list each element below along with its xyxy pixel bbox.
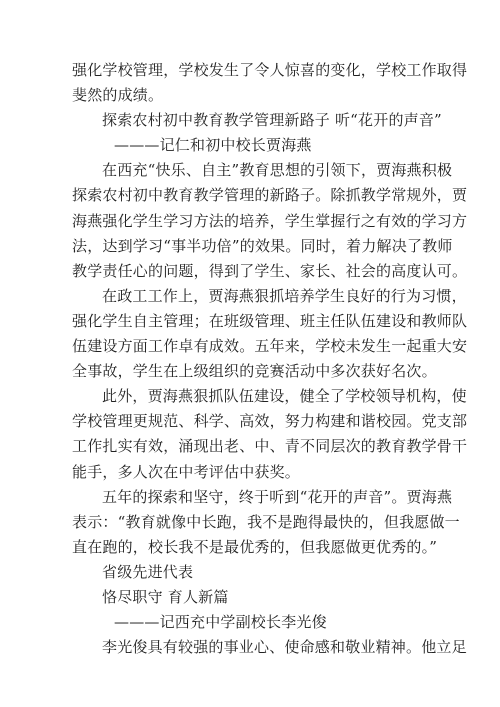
text-line: ———记西充中学副校长李光俊 xyxy=(114,613,327,632)
text-line: 能手，多人次在中考评估中获奖。 xyxy=(72,462,301,481)
text-line: 工作扎实有效，涌现出老、中、青不同层次的教育教学骨干 xyxy=(72,437,468,456)
text-line: 在西充“快乐、自主”教育思想的引领下，贾海燕积极 xyxy=(102,161,453,180)
text-line: 海燕强化学生学习方法的培养，学生掌握行之有效的学习方 xyxy=(72,211,468,230)
text-line: 表示：“教育就像中长跑，我不是跑得最快的，但我愿做一 xyxy=(72,512,460,531)
text-line: 伍建设方面工作卓有成效。五年来，学校未发生一起重大安 xyxy=(72,337,468,356)
text-line: 此外，贾海燕狠抓队伍建设，健全了学校领导机构，使 xyxy=(102,387,467,406)
text-line: 探索农村初中教育教学管理新路子 听“花开的声音” xyxy=(102,111,442,130)
text-line: 直在跑的，校长我不是最优秀的，但我愿做更优秀的。” xyxy=(72,537,438,556)
text-line: 在政工工作上，贾海燕狠抓培养学生良好的行为习惯， xyxy=(102,286,467,305)
text-line: 强化学生自主管理；在班级管理、班主任队伍建设和教师队 xyxy=(72,311,468,330)
text-line: 强化学校管理，学校发生了令人惊喜的变化，学校工作取得 xyxy=(72,61,468,79)
text-line: 探索农村初中教育教学管理的新路子。除抓教学常规外，贾 xyxy=(72,186,468,205)
text-line: 五年的探索和坚守，终于听到“花开的声音”。贾海燕 xyxy=(102,487,453,506)
text-line: 省级先进代表 xyxy=(102,562,194,581)
text-line: 全事故，学生在上级组织的竞赛活动中多次获好名次。 xyxy=(72,362,437,381)
document-body xyxy=(72,58,468,660)
text-line: 斐然的成绩。 xyxy=(72,86,164,105)
text-line: 教学责任心的问题，得到了学生、家长、社会的高度认可。 xyxy=(72,261,468,280)
text-line: ———记仁和初中校长贾海燕 xyxy=(114,136,312,155)
text-line: 恪尽职守 育人新篇 xyxy=(102,587,229,606)
text-line: 法，达到学习“事半功倍”的效果。同时，着力解决了教师 xyxy=(72,236,453,255)
text-line: 学校管理更规范、科学、高效，努力构建和谐校园。党支部 xyxy=(72,412,468,431)
text-line: 李光俊具有较强的事业心、使命感和敬业精神。他立足 xyxy=(102,638,467,657)
